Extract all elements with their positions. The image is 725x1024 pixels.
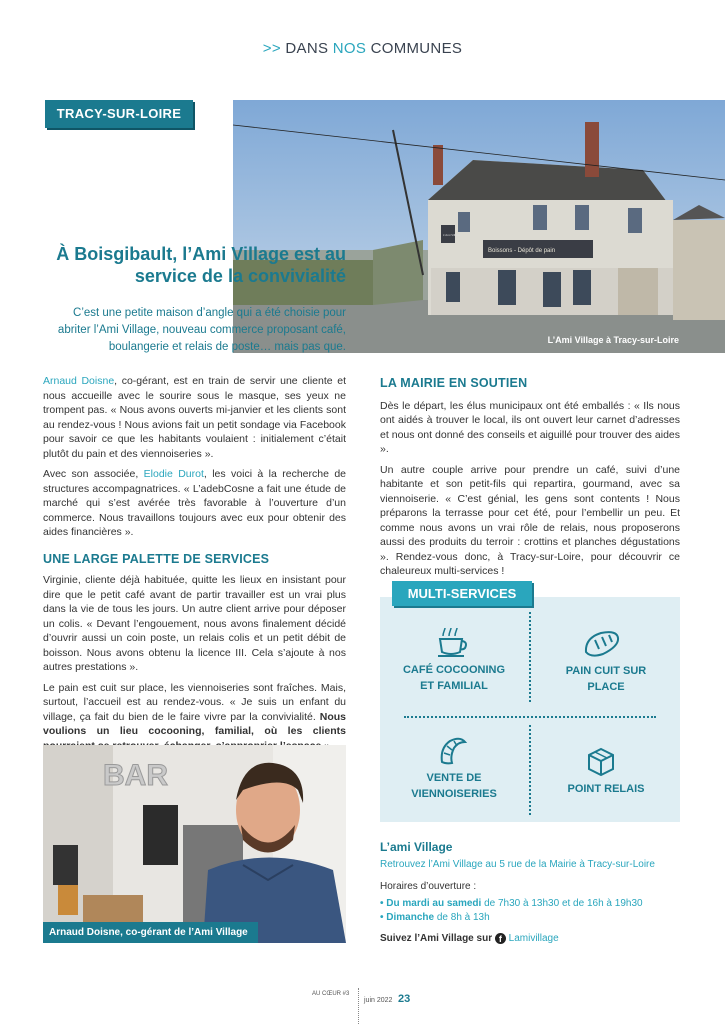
portrait-caption: Arnaud Doisne, co-gérant de l’Ami Village [43,922,258,943]
paragraph-2: Avec son associée, Elodie Durot, les voici à la recherche de structures accompagnatrices. « L’adebCosne a fait une étude de marché qui s’est avérée très favorable à l’ouverture d’un commerce. Nous travaillons toujours avec eux pour obtenir des aides financières ». [43,468,347,538]
service-cafe-label: CAFÉ COCOONING ET FAMILIAL [402,664,506,692]
parcel-box-icon [587,747,615,782]
heading-mairie: LA MAIRIE EN SOUTIEN [380,376,528,390]
portrait-photo [43,745,346,943]
header-dans: DANS [285,40,329,57]
divider-horizontal [404,716,656,718]
footer-divider [358,988,359,1024]
paragraph-6: Un autre couple arrive pour prendre un café, suivi d’une habitante et son petit-fils qui repartira, gourmand, avec sa viennoiserie. « C’est génial, les gens sont contents ! Nous préparons la terrasse pour cet été, pour l’embellir un peu. Et comme nous avons un vrai rôle de relais, nous proposerons aussi des produits du terroir : crottins et planches dégustations ». Rendez-vous donc, à Tracy-sur-Loire, pour découvrir ce chaleureux multi-services ! [380,463,680,577]
hours-weekdays: • Du mardi au samedi de 7h30 à 13h30 et de 16h à 19h30 [380,898,643,909]
shop-sign-text: Boissons - Dépôt de pain [488,248,556,254]
bread-icon [583,630,621,663]
service-viennoiseries-label: VENTE DE VIENNOISERIES [411,772,497,800]
service-pain-label: PAIN CUIT SUR PLACE [565,665,647,693]
header-communes: COMMUNES [370,40,463,57]
article-lead: C’est une petite maison d’angle qui a été choisie pour abriter l’Ami Village, nouveau commerce proposant café, boulangerie et relais de poste… mais pas que. [57,307,346,353]
issue-date: juin 2022 [364,997,393,1004]
info-address: Retrouvez l’Ami Village au 5 rue de la Mairie à Tracy-sur-Loire [380,859,655,870]
person-elodie-link: Elodie Durot [143,468,204,480]
bar-letters: BAR [103,759,168,792]
person-arnaud-link: Arnaud Doisne [43,375,115,387]
section-header [0,40,725,57]
header-nos: NOS [332,40,367,57]
facebook-link[interactable]: Lamivillage [508,933,559,944]
article-headline: À Boisgibault, l’Ami Village est au service de la convivialité [56,244,346,286]
hours-sunday: • Dimanche de 8h à 13h [380,912,490,923]
left-column [43,374,346,759]
hours-label: Horaires d’ouverture : [380,881,477,892]
paragraph-4: Le pain est cuit sur place, les viennoiseries sont fraîches. Mais, surtout, l’accueil est au rendez-vous. « Je suis un enfant du village, ça fait du bien de le faire vivre par la convivialité. Nous voulions un lieu cocooning, familial, où les clients [43,681,346,737]
heading-palette: UNE LARGE PALETTE DE SERVICES [43,551,270,566]
right-column [380,374,680,585]
divider-vertical-top [529,612,531,702]
service-relais-label: POINT RELAIS [567,783,645,795]
croissant-icon [438,736,468,771]
town-tag: TRACY-SUR-LOIRE [45,100,193,128]
paragraph-5: Dès le départ, les élus municipaux ont été emballés : « Ils nous ont aidés à trouver le local, ils ont ouvert leur carnet d’adresses et nous ont donné des conseils et aiguillé pour trouver des aides ». [380,399,680,455]
multi-services-tag: MULTI-SERVICES [392,581,532,606]
info-title: L’ami Village [380,840,453,854]
top-photo-caption: L’Ami Village à Tracy-sur-Loire [547,335,679,345]
divider-vertical-bottom [529,725,531,815]
paragraph-3: Virginie, cliente déjà habituée, quitte les lieux en insistant pour dire que le petit café avant de partir travailler est un vrai plus dans la vie de tous les jours. Un autre client arrive pour déposer un colis. « Devant l’engouement, nous avons finalement décidé d’ouvrir aussi un coin poste, un relais colis et un petit débit de boisson. Nous avons obtenu la licence III. Cela s’ajoute à nos autres prestations ». [43,574,346,673]
paragraph-1: Arnaud Doisne, co-gérant, est en train de servir une cliente et nous accueille avec le sourire sous le masque, ses yeux ne trompent pas. « Nous avons ouverts mi-janvier et les clients sont au rendez-vous ! Nous avions fait un petit sondage via Facebook pour savoir ce que les habitants voulaient : initialement c’était plutôt du pain et des viennoiseries ». [43,375,346,460]
coffee-cup-icon [437,628,471,663]
follow-line: Suivez l’Ami Village sur f Lamivillage [380,933,559,944]
magazine-name: AU CŒUR #3 [312,991,350,997]
small-sign-text: L'Ami Village [443,233,461,237]
page-number: 23 [398,993,411,1005]
facebook-icon: f [495,933,506,944]
chevron-icon: >> [262,40,281,57]
